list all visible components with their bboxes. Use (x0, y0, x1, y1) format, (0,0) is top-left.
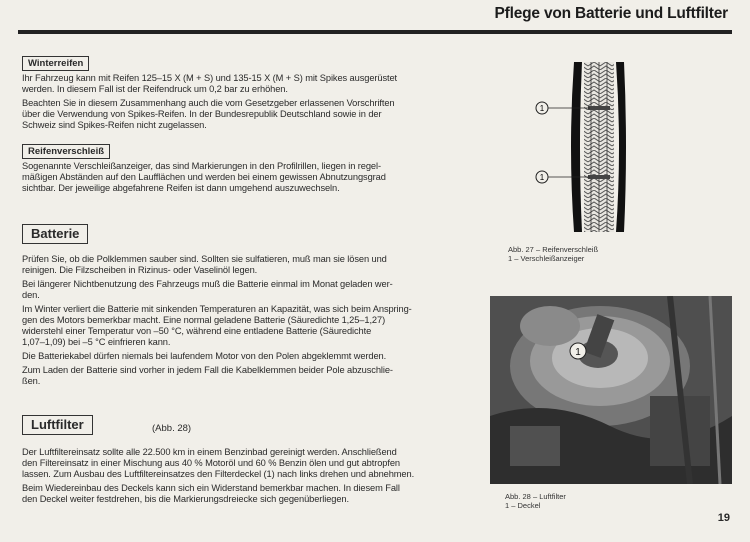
header-rule (18, 30, 732, 34)
section-heading: Winterreifen (22, 56, 89, 71)
page-number: 19 (717, 512, 730, 524)
callout-1: 1 (575, 347, 581, 358)
section-heading: Luftfilter (22, 415, 93, 435)
paragraph: Die Batteriekabel dürfen niemals bei laufendem Motor von den Polen abgeklemmt werden. (22, 351, 387, 361)
air-filter-photo (490, 296, 732, 484)
section-reifenverschleiss (22, 141, 472, 197)
paragraph: Prüfen Sie, ob die Polklemmen sauber sind. Sollten sie sulfatieren, muß man sie lösen und reinigen. Die Filzscheiben in Rizinus- oder Vaselinöl legen. (22, 254, 387, 275)
section-luftfilter (22, 415, 472, 508)
tire-tread-figure (528, 62, 658, 232)
section-batterie (22, 224, 472, 390)
callout-1: 1 (539, 104, 545, 113)
section-heading: Batterie (22, 224, 88, 244)
callout-1: 1 (539, 173, 545, 182)
paragraph: Beachten Sie in diesem Zusammenhang auch die vom Gesetzgeber erlassenen Vorschriften über die Verwendung von Spikes-Reifen. In der Bundesrepublik Deutschland sowie in der Schweiz sind Spikes-Reifen nicht zugelassen. (22, 98, 395, 130)
figure-28-caption: Abb. 28 – Luftfilter 1 – Deckel (505, 492, 566, 510)
page-title: Pflege von Batterie und Luftfilter (494, 5, 728, 22)
paragraph: Zum Laden der Batterie sind vorher in jedem Fall die Kabelklemmen beider Pole abzuschlie- ßen. (22, 365, 393, 386)
paragraph: Ihr Fahrzeug kann mit Reifen 125–15 X (M + S) und 135-15 X (M + S) mit Spikes ausgerüstet werden. In diesem Fall ist der Reifendruck um 0,2 bar zu erhöhen. (22, 73, 398, 94)
paragraph: Beim Wiedereinbau des Deckels kann sich ein Widerstand bemerkbar machen. In diesem Fall den Deckel weiter festdrehen, bis die Markierungsdreiecke sich gegenüberliegen. (22, 483, 400, 504)
paragraph: Im Winter verliert die Batterie mit sinkenden Temperaturen an Kapazität, was sich beim Anspring- gen des Motors bemerkbar macht. Eine normal geladene Batterie (Säuredichte 1,25–1,27) widerstehl einer Temperatur von –50 °C, während eine entladene Batterie (Säuredichte 1,07–1,09) bei –5 °C einfrieren kann. (22, 304, 412, 347)
figure-reference: (Abb. 28) (152, 423, 192, 434)
section-heading: Reifenverschleiß (22, 144, 110, 159)
paragraph: Bei längerer Nichtbenutzung des Fahrzeugs muß die Batterie einmal im Monat geladen wer- den. (22, 279, 393, 300)
figure-27-caption: Abb. 27 – Reifenverschleiß 1 – Verschleißanzeiger (508, 245, 599, 263)
page-header (0, 0, 750, 34)
section-winterreifen (22, 53, 472, 134)
paragraph: Sogenannte Verschleißanzeiger, das sind Markierungen in den Profilrillen, liegen in regel- mäßigen Abständen auf den Laufflächen und werden bei einem gewissen Abnutzungsgrad sichtbar. Der jeweilige abgefahrene Reifen ist dann umgehend auszuwechseln. (22, 161, 386, 193)
paragraph: Der Luftfiltereinsatz sollte alle 22.500 km in einem Benzinbad gereinigt werden. Anschließend den Filtereinsatz in einer Mischung aus 40 % Motoröl und 60 % Benzin ölen und gut abtropfen lassen. Zum Ausbau des Luftfiltereinsatzes den Filterdeckel (1) nach links drehen und abnehmen. (22, 447, 415, 479)
